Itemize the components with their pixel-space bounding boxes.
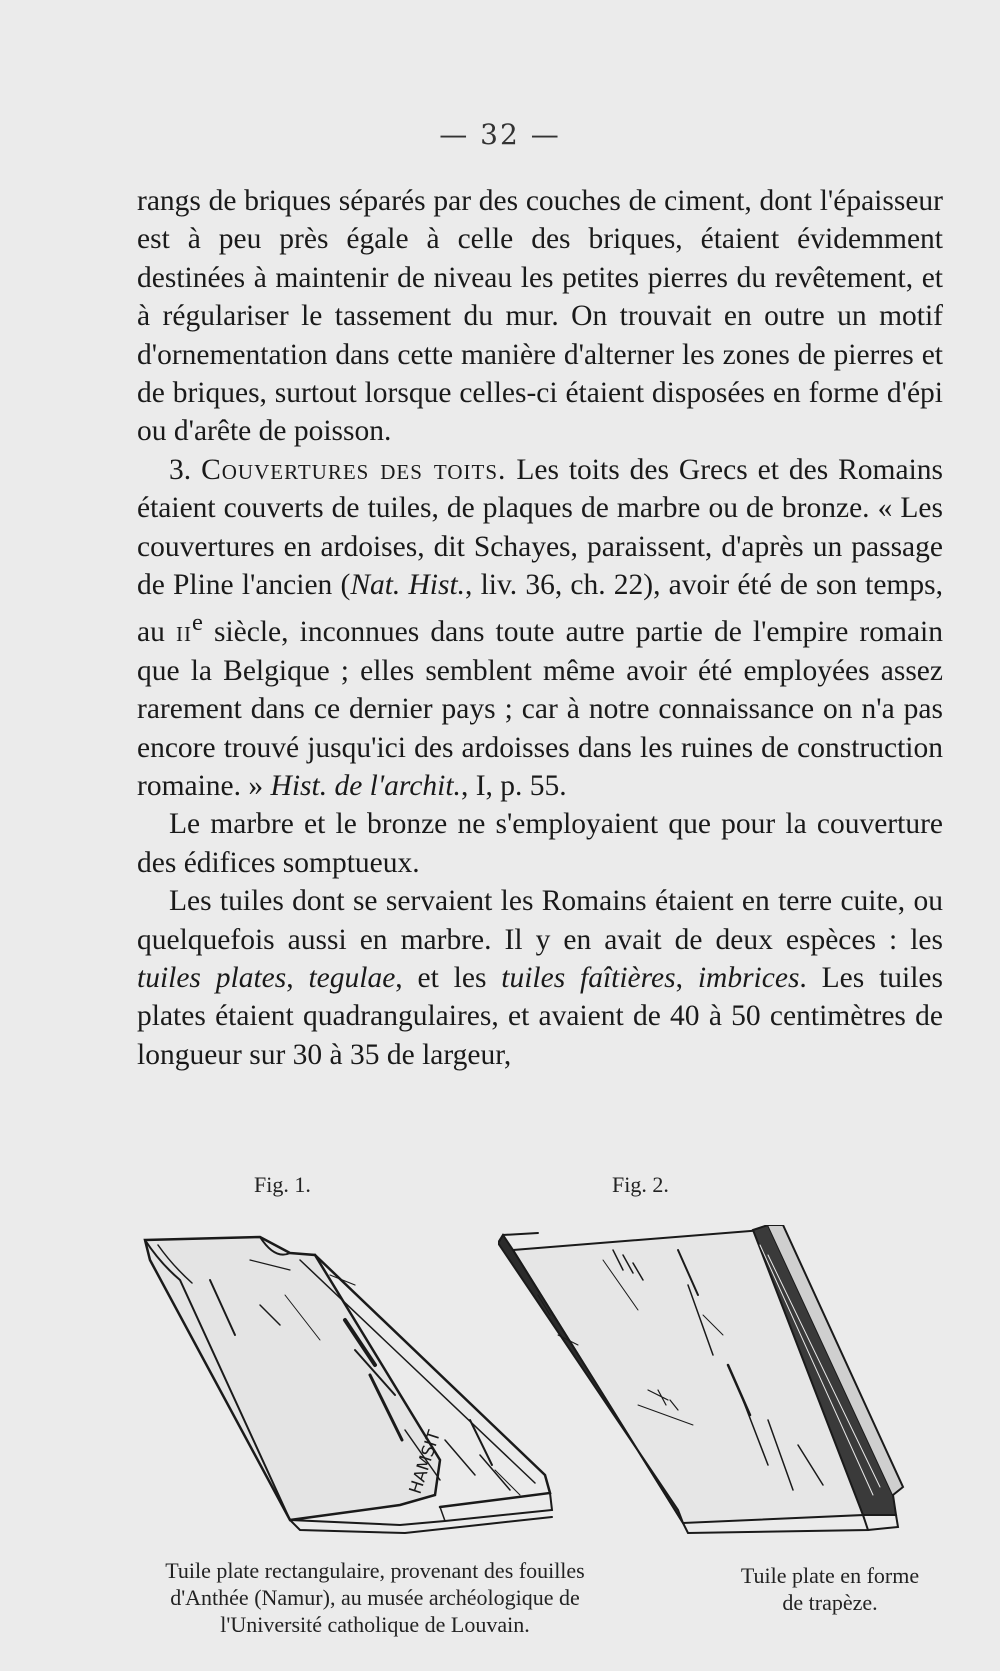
figure-1-caption bbox=[105, 1557, 645, 1638]
figure-2-caption-line-1 bbox=[700, 1562, 960, 1589]
paragraph-3: Le marbre et le bronze ne s'employaient que pour la couverture des édifices somptueux. bbox=[137, 808, 943, 879]
section-heading: Couvertures des toits. bbox=[201, 453, 507, 486]
figure-2-caption bbox=[700, 1562, 960, 1616]
term-tegulae: tegulae bbox=[308, 961, 396, 994]
paragraph-4-text-c: , et les bbox=[395, 961, 502, 994]
paragraph-2-text-c: siècle, inconnues dans toute autre partie de l'empire romain que la Belgique ; elles semblent même avoir été employées assez rarement dans ce dernier pays ; car à notre connaissance on n'a pas encore trouvé jusqu'ici des ardoisses dans les ruines de construction romaine. » bbox=[137, 616, 943, 802]
figure-2-label: Fig. 2. bbox=[612, 1172, 669, 1197]
paragraph-1: rangs de briques séparés par des couches de ciment, dont l'épaisseur est à peu près égale à celle des briques, étaient évidemment destinées à maintenir de niveau les petites pierres du revêtement, et à régulariser le tassement du mur. On trouvait en outre un motif d'ornementation dans cette manière d'alterner les zones de pierres et de briques, surtout lorsque celles-ci étaient disposées en forme d'épi ou d'arête de poisson. bbox=[137, 185, 943, 448]
term-tuiles-plates: tuiles plates bbox=[137, 961, 287, 994]
paragraph-2 bbox=[137, 451, 943, 805]
century-superscript: e bbox=[191, 609, 203, 637]
figure-1-label: Fig. 1. bbox=[254, 1172, 311, 1197]
citation-hist-archit: Hist. de l'archit. bbox=[270, 769, 461, 802]
paragraph-4-text-e: . Les tuiles plates étaient quadrangulaires, et avaient de 40 à 50 centimètres de longueur sur 30 à 35 de largeur, bbox=[137, 961, 943, 1071]
figure-1-caption-line-2: d'Anthée (Namur), au musée archéologique de bbox=[170, 1585, 580, 1610]
paragraph-4 bbox=[137, 882, 943, 1074]
paragraph-2-text-a: Les toits des Grecs et des Romains étaient couverts de tuiles, de plaques de marbre ou de bronze. « Les couvertures en ardoises, dit Schayes, paraissent, d'après un passage de Pline l'ancien ( bbox=[137, 453, 944, 602]
term-imbrices: imbrices bbox=[697, 961, 800, 994]
figure-2-caption-line-1-text: Tuile plate en forme bbox=[740, 1563, 920, 1588]
page-number: — 32 — bbox=[439, 118, 561, 151]
body-text bbox=[137, 182, 943, 1074]
figure-1-caption-line-1: Tuile plate rectangulaire, provenant des fouilles bbox=[165, 1558, 585, 1583]
paragraph-4-text-b: , bbox=[286, 961, 309, 994]
figure-2-caption-line-2: de trapèze. bbox=[782, 1590, 878, 1615]
paragraph-2-text-d: , I, p. 55. bbox=[460, 769, 567, 802]
paragraph-4-text-a: Les tuiles dont se servaient les Romains étaient en terre cuite, ou quelquefois aussi en marbre. Il y en avait de deux espèces : les bbox=[137, 885, 943, 956]
figure-1-stamp-text: HAMSIT bbox=[405, 1428, 445, 1497]
section-number: 3. bbox=[169, 453, 192, 486]
figure-1-caption-line-3: l'Université catholique de Louvain. bbox=[220, 1612, 530, 1637]
paragraph-4-text-d: , bbox=[675, 961, 698, 994]
century-numeral: ii bbox=[175, 616, 192, 649]
paragraph-2-text-b: , liv. 36, ch. 22), avoir été de son temps, au bbox=[137, 569, 943, 649]
term-tuiles-faitieres: tuiles faîtières bbox=[501, 961, 676, 994]
citation-nat-hist: Nat. Hist. bbox=[350, 569, 466, 602]
figure-2-tile-illustration bbox=[498, 1225, 958, 1535]
